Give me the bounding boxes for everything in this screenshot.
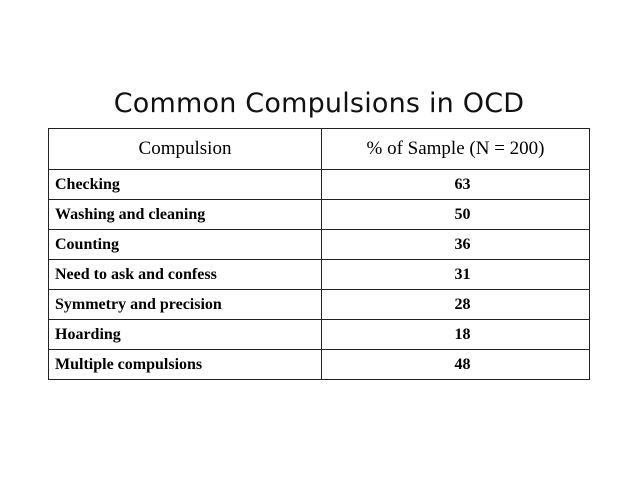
- compulsion-cell: Checking: [49, 170, 322, 200]
- table-row: [49, 350, 590, 380]
- table-row: [49, 260, 590, 290]
- slide-title: Common Compulsions in OCD: [113, 88, 525, 119]
- compulsion-cell: Need to ask and confess: [49, 260, 322, 290]
- percent-cell: 28: [322, 290, 590, 320]
- table-row: [49, 230, 590, 260]
- percent-cell: 63: [322, 170, 590, 200]
- percent-cell: 48: [322, 350, 590, 380]
- table-row: [49, 290, 590, 320]
- percent-cell: 36: [322, 230, 590, 260]
- compulsion-cell: Counting: [49, 230, 322, 260]
- table-header-row: [49, 129, 590, 170]
- percent-cell: 18: [322, 320, 590, 350]
- compulsion-cell: Multiple compulsions: [49, 350, 322, 380]
- table-row: [49, 170, 590, 200]
- compulsion-cell: Washing and cleaning: [49, 200, 322, 230]
- compulsion-cell: Symmetry and precision: [49, 290, 322, 320]
- table-row: [49, 200, 590, 230]
- percent-cell: 50: [322, 200, 590, 230]
- percent-cell: 31: [322, 260, 590, 290]
- header-percent-of-sample: % of Sample (N = 200): [322, 129, 590, 170]
- compulsions-table: [48, 128, 590, 380]
- table-row: [49, 320, 590, 350]
- compulsion-cell: Hoarding: [49, 320, 322, 350]
- header-compulsion: Compulsion: [49, 129, 322, 170]
